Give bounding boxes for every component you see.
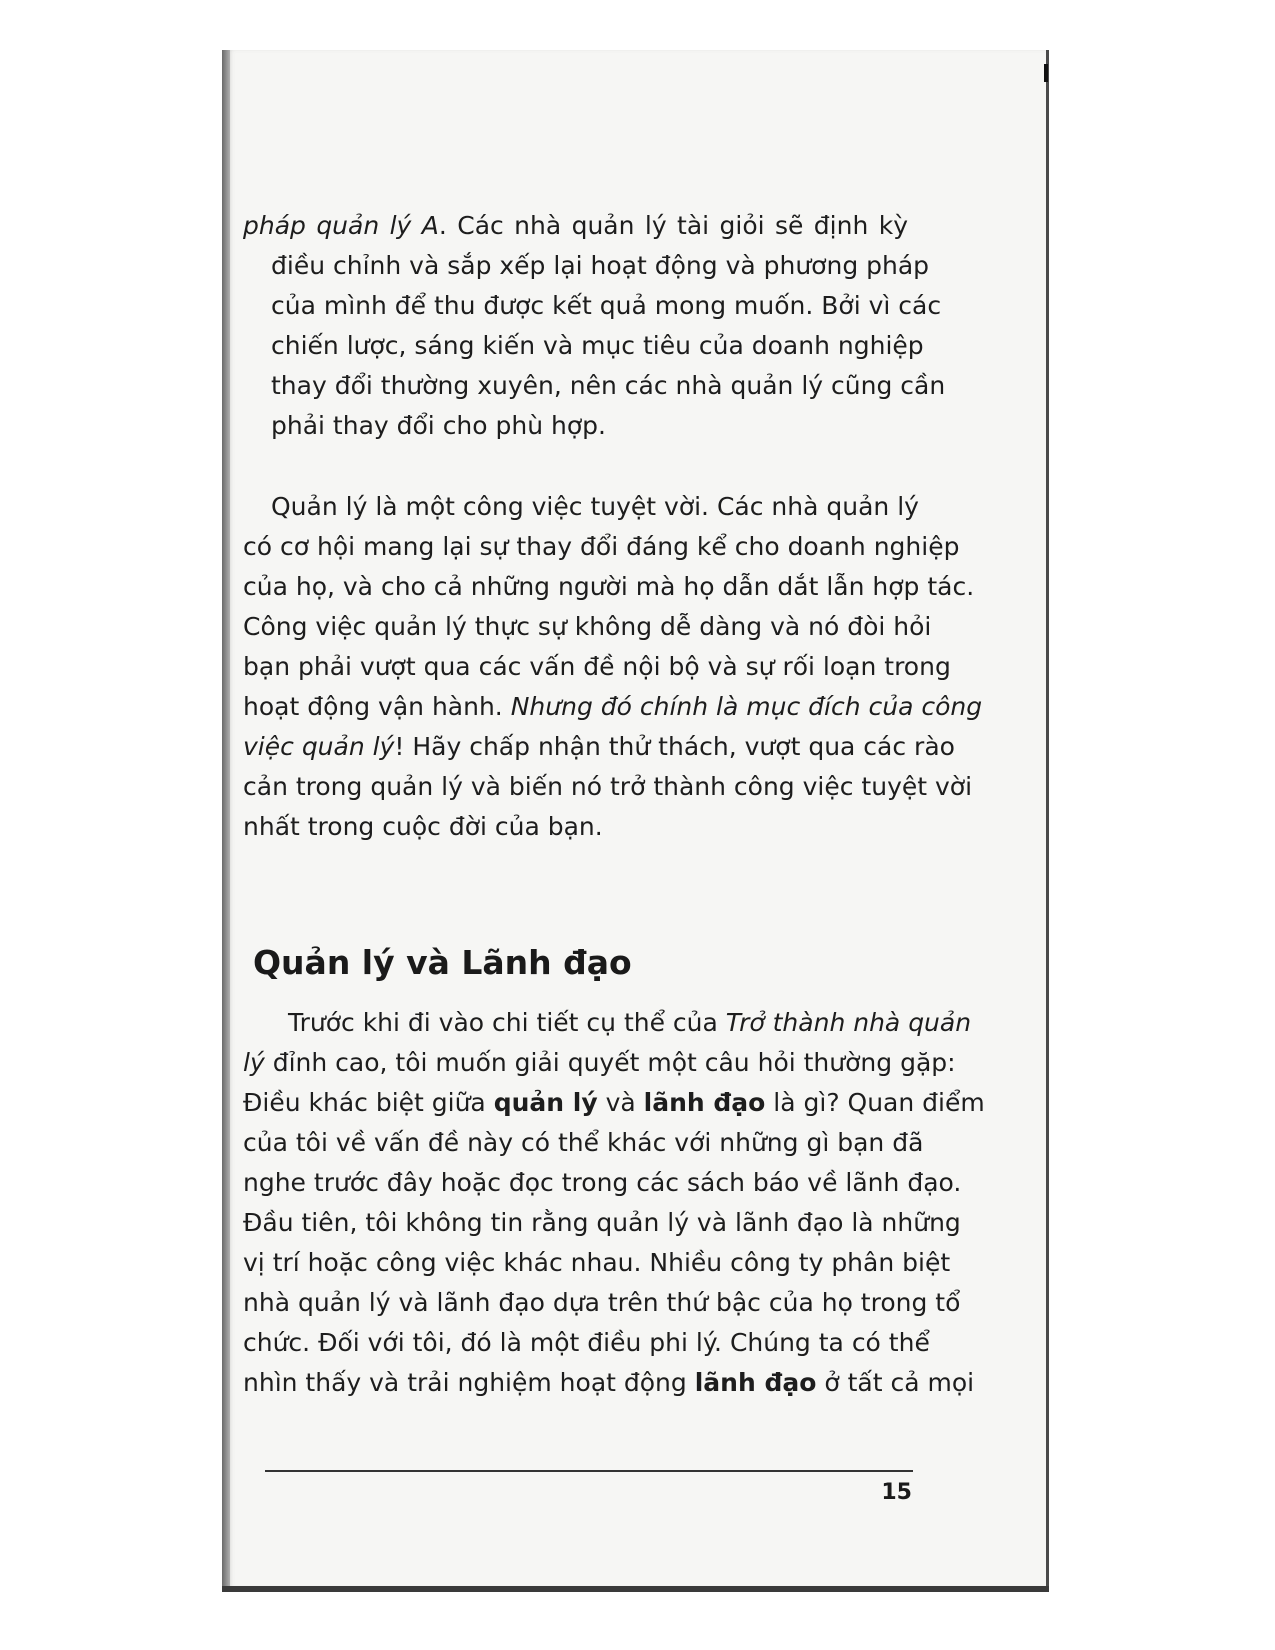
text-line: việc quản lý! Hãy chấp nhận thử thách, vượt qua các rào xyxy=(243,732,955,761)
text-line: lý đỉnh cao, tôi muốn giải quyết một câu hỏi thường gặp: xyxy=(243,1048,956,1077)
text-line: cản trong quản lý và biến nó trở thành công việc tuyệt vời xyxy=(243,772,973,801)
text-line: của họ, và cho cả những người mà họ dẫn dắt lẫn hợp tác. xyxy=(243,572,975,601)
text-line: pháp quản lý A. Các nhà quản lý tài giỏi sẽ định kỳ xyxy=(243,211,908,240)
footer-rule xyxy=(265,1470,913,1472)
text-line: hoạt động vận hành. Nhưng đó chính là mục đích của công xyxy=(243,692,983,721)
text-line: nhất trong cuộc đời của bạn. xyxy=(243,812,603,841)
text-line: phải thay đổi cho phù hợp. xyxy=(271,411,606,440)
section-heading: Quản lý và Lãnh đạo xyxy=(253,943,632,982)
text-line: Điều khác biệt giữa quản lý và lãnh đạo là gì? Quan điểm xyxy=(243,1088,985,1117)
paragraph-1 xyxy=(243,206,946,446)
page-corner-mark xyxy=(1044,64,1048,82)
text-line: nghe trước đây hoặc đọc trong các sách báo về lãnh đạo. xyxy=(243,1168,962,1197)
text-line: Quản lý là một công việc tuyệt vời. Các nhà quản lý xyxy=(271,492,919,521)
text-line: nhìn thấy và trải nghiệm hoạt động lãnh đạo ở tất cả mọi xyxy=(243,1368,975,1397)
text-line: nhà quản lý và lãnh đạo dựa trên thứ bậc của họ trong tổ xyxy=(243,1288,961,1317)
text-line: chiến lược, sáng kiến và mục tiêu của doanh nghiệp xyxy=(271,331,924,360)
text-line: thay đổi thường xuyên, nên các nhà quản lý cũng cần xyxy=(271,371,946,400)
page-bottom-edge xyxy=(222,1586,1049,1592)
text-line: điều chỉnh và sắp xếp lại hoạt động và phương pháp xyxy=(271,251,930,280)
book-spine-shadow xyxy=(222,50,230,1588)
text-line: có cơ hội mang lại sự thay đổi đáng kể cho doanh nghiệp xyxy=(243,532,960,561)
text-line: Trước khi đi vào chi tiết cụ thể của Trở thành nhà quản xyxy=(288,1008,972,1037)
text-line: chức. Đối với tôi, đó là một điều phi lý. Chúng ta có thể xyxy=(243,1328,930,1357)
page-number: 15 xyxy=(881,1480,912,1505)
text-line: bạn phải vượt qua các vấn đề nội bộ và sự rối loạn trong xyxy=(243,652,951,681)
text-line: Đầu tiên, tôi không tin rằng quản lý và lãnh đạo là những xyxy=(243,1208,961,1237)
paragraph-2 xyxy=(243,487,983,847)
paragraph-3 xyxy=(243,1003,985,1403)
text-line: Công việc quản lý thực sự không dễ dàng và nó đòi hỏi xyxy=(243,612,932,641)
page-right-edge xyxy=(1046,50,1049,1588)
text-line: của tôi về vấn đề này có thể khác với những gì bạn đã xyxy=(243,1128,924,1157)
text-line: vị trí hoặc công việc khác nhau. Nhiều công ty phân biệt xyxy=(243,1248,951,1277)
text-line: của mình để thu được kết quả mong muốn. Bởi vì các xyxy=(271,291,942,320)
